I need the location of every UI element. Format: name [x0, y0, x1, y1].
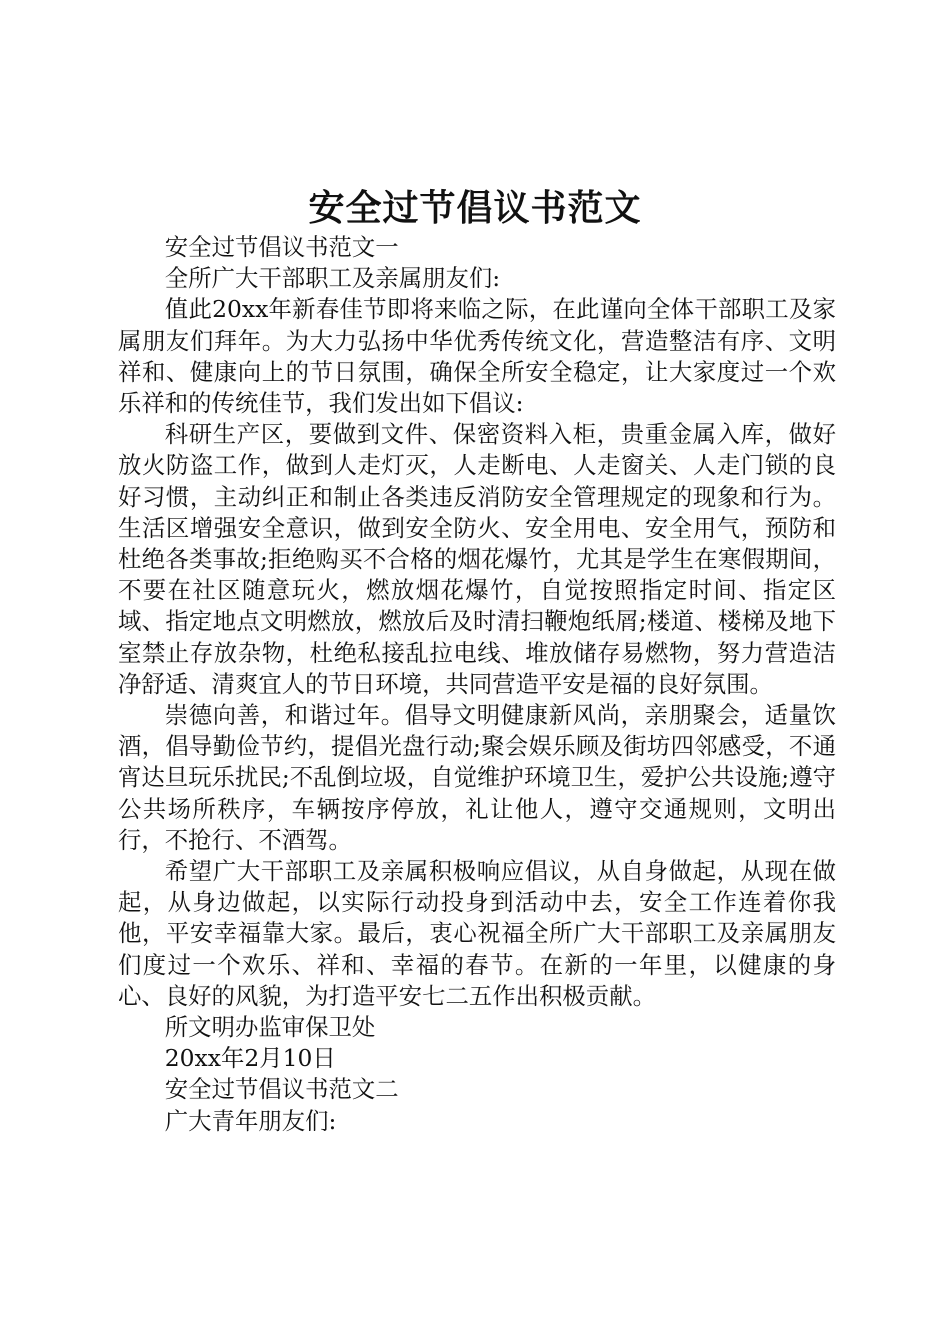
body-paragraph: 崇德向善，和谐过年。倡导文明健康新风尚，亲朋聚会，适量饮酒，倡导勤俭节约，提倡光盘行动;聚会娱乐顾及街坊四邻感受，不通宵达旦玩乐扰民;不乱倒垃圾，自觉维护环境卫生，爱护公共设施;遵守公共场所秩序，车辆按序停放，礼让他人，遵守交通规则，文明出行，不抢行、不酒驾。 — [118, 701, 836, 854]
body-paragraph: 科研生产区，要做到文件、保密资料入柜，贵重金属入库，做好放火防盗工作，做到人走灯灭，人走断电、人走窗关、人走门锁的良好习惯，主动纠正和制止各类违反消防安全管理规定的现象和行为。生活区增强安全意识，做到安全防火、安全用电、安全用气，预防和杜绝各类事故;拒绝购买不合格的烟花爆竹，尤其是学生在寒假期间，不要在社区随意玩火，燃放烟花爆竹，自觉按照指定时间、指定区域、指定地点文明燃放，燃放后及时清扫鞭炮纸屑;楼道、楼梯及地下室禁止存放杂物，杜绝私接乱拉电线、堆放储存易燃物，努力营造洁净舒适、清爽宜人的节日环境，共同营造平安是福的良好氛围。 — [118, 420, 836, 698]
body-paragraph: 值此20xx年新春佳节即将来临之际，在此谨向全体干部职工及家属朋友们拜年。为大力弘扬中华优秀传统文化，营造整洁有序、文明祥和、健康向上的节日氛围，确保全所安全稳定，让大家度过一个欢乐祥和的传统佳节，我们发出如下倡议: — [118, 295, 836, 418]
section-heading-two: 安全过节倡议书范文二 — [164, 1075, 399, 1104]
section-heading-one: 安全过节倡议书范文一 — [164, 233, 399, 261]
signature-organization: 所文明办监审保卫处 — [164, 1013, 376, 1042]
signature-date: 20xx年2月10日 — [164, 1044, 336, 1073]
document-title: 安全过节倡议书范文 — [308, 187, 642, 229]
body-paragraph: 希望广大干部职工及亲属积极响应倡议，从自身做起，从现在做起，从身边做起，以实际行动投身到活动中去，安全工作连着你我他，平安幸福靠大家。最后，衷心祝福全所广大干部职工及亲属朋友们度过一个欢乐、祥和、幸福的春节。在新的一年里，以健康的身心、良好的风貌，为打造平安七二五作出积极贡献。 — [118, 857, 836, 1010]
salutation-two: 广大青年朋友们: — [164, 1106, 337, 1135]
salutation: 全所广大干部职工及亲属朋友们: — [164, 264, 501, 293]
document-body — [118, 232, 836, 1137]
